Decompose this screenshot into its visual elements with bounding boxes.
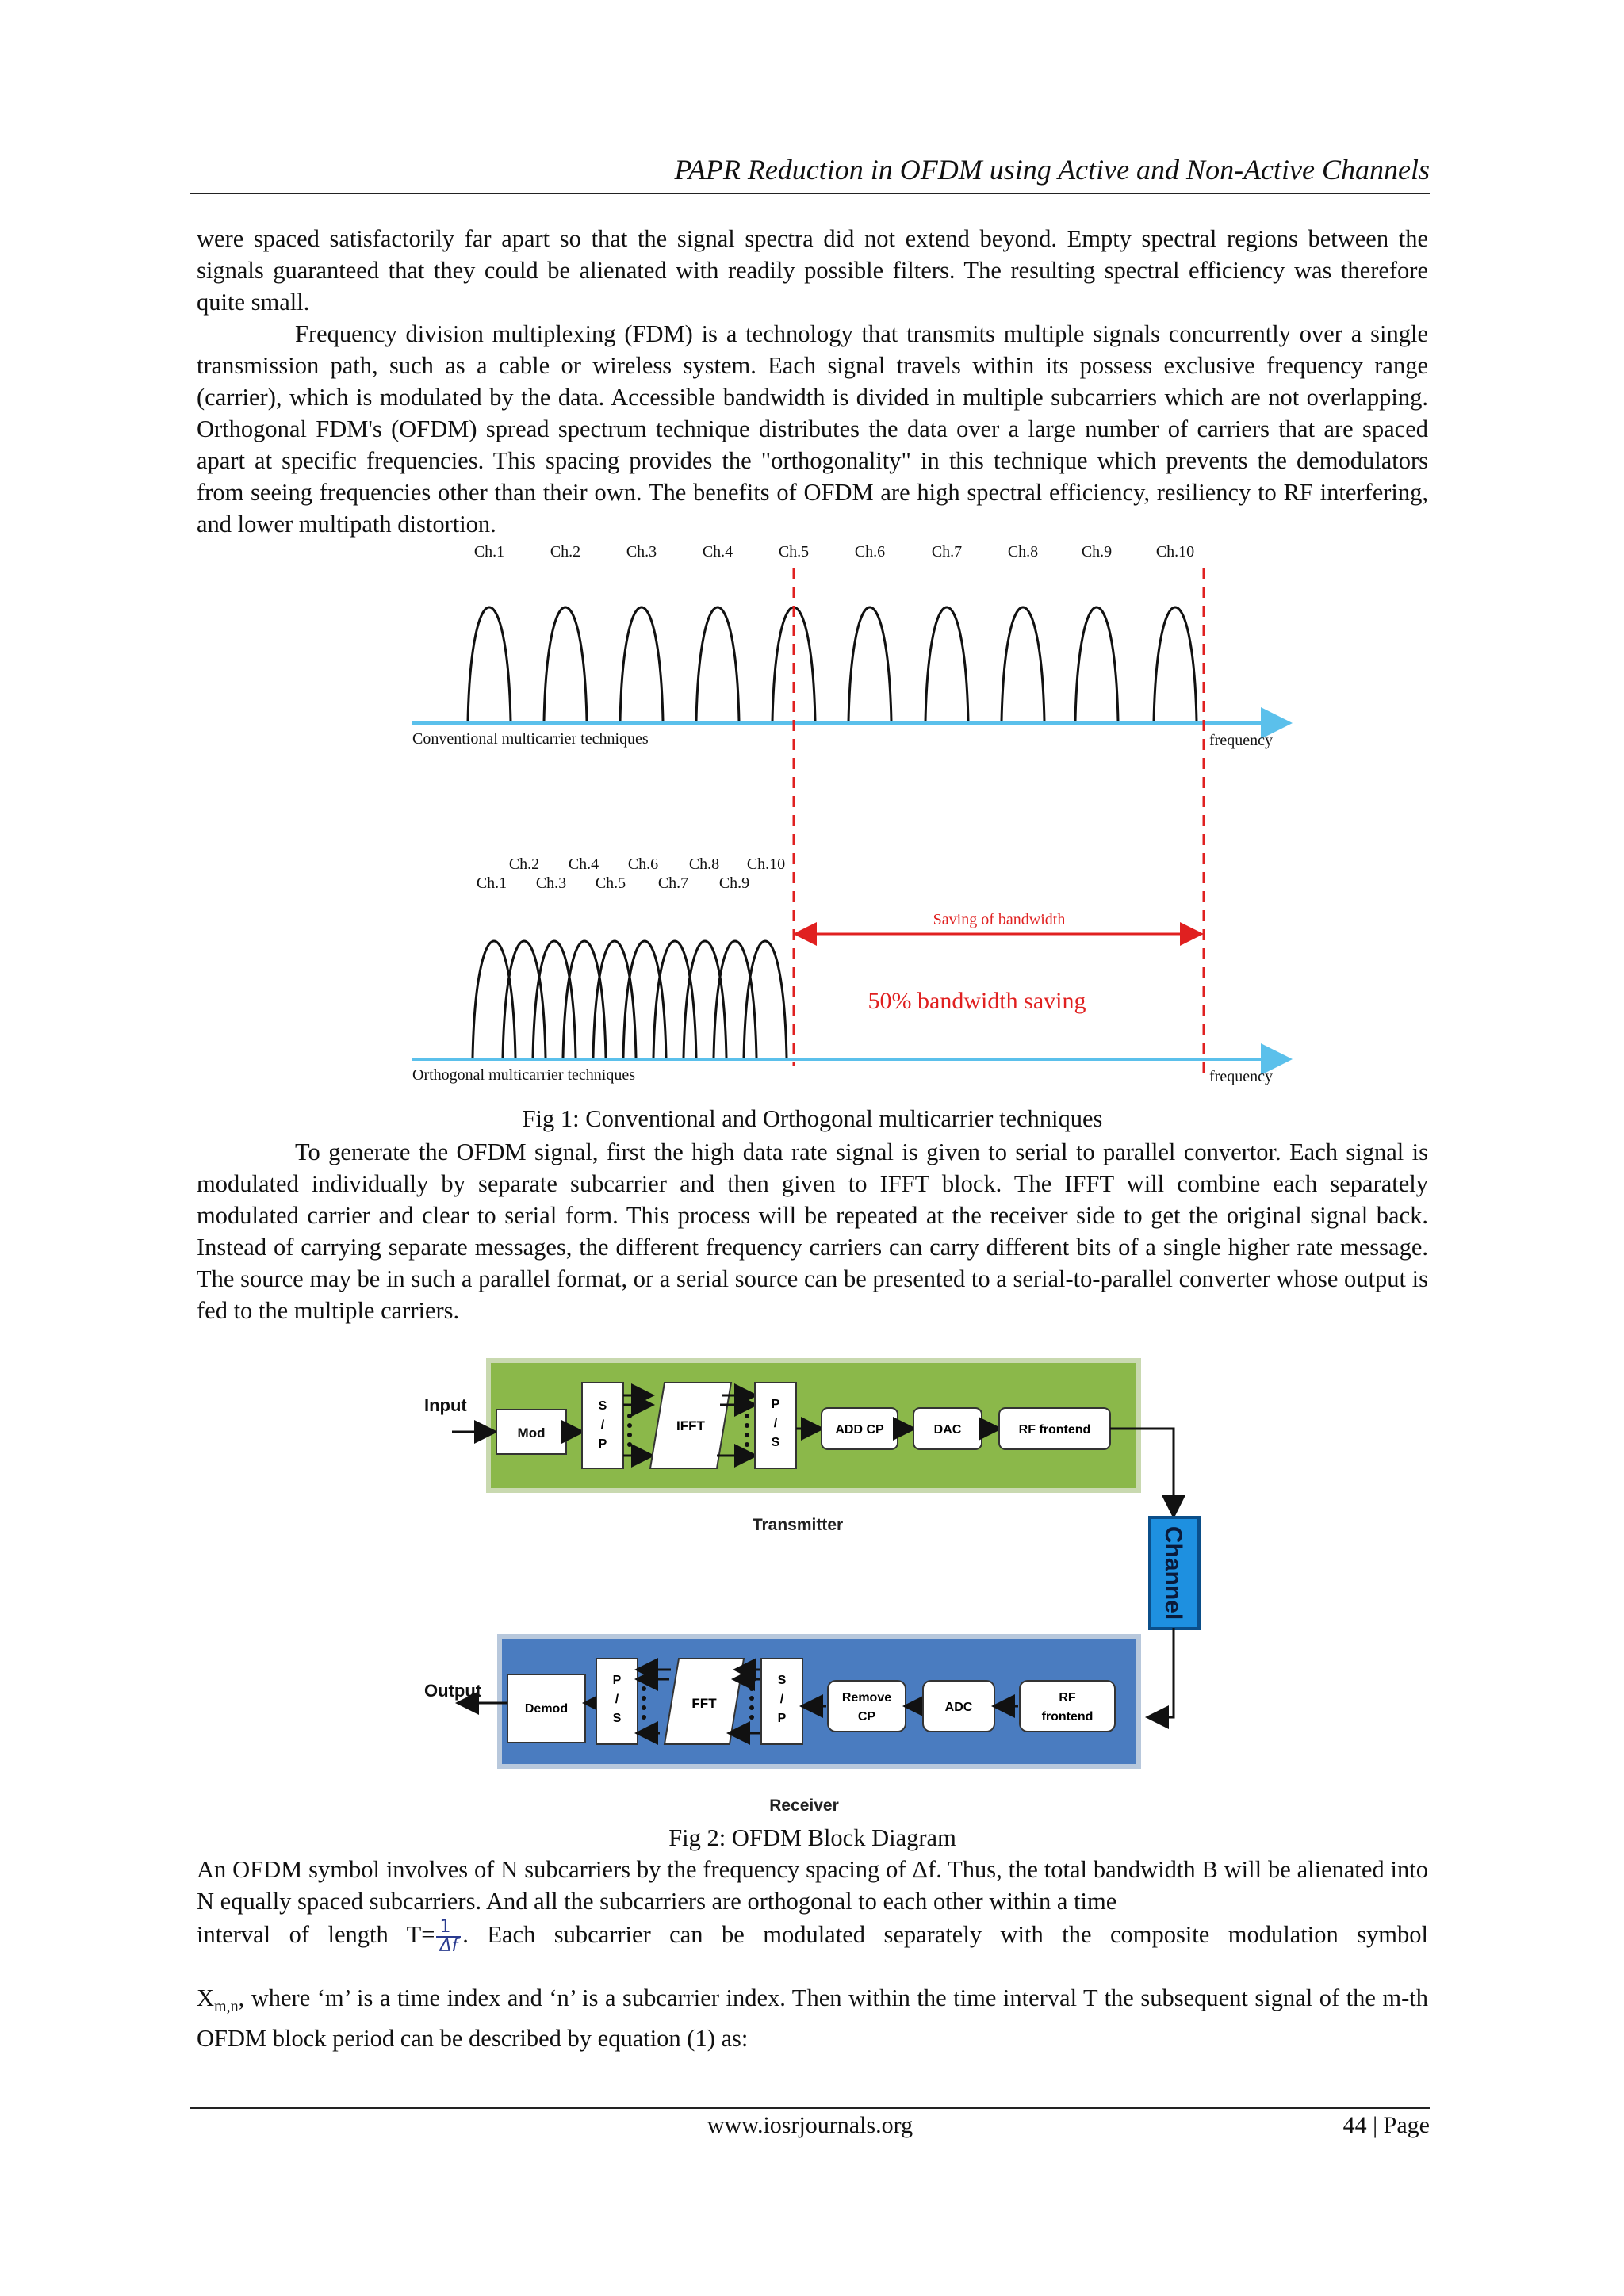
running-header: PAPR Reduction in OFDM using Active and Non-Active Channels <box>674 154 1430 186</box>
carrier-curve <box>533 941 576 1058</box>
fraction-one-over-delta-f: $\frac{1}{\Delta f}$ <box>436 1919 461 1955</box>
svg-text:CP: CP <box>857 1710 876 1724</box>
rf-frontend-rx-block <box>1020 1681 1115 1732</box>
carrier-curve <box>620 607 663 721</box>
carrier-curve <box>473 941 515 1058</box>
svg-text:P: P <box>777 1712 787 1725</box>
carrier-curve <box>714 941 756 1058</box>
frequency-label-top: frequency <box>1209 732 1273 749</box>
svg-text:RF frontend: RF frontend <box>1018 1423 1091 1437</box>
figure-1-caption: Fig 1: Conventional and Orthogonal multicarrier techniques <box>522 1105 1103 1132</box>
svg-text:ADD CP: ADD CP <box>835 1423 884 1437</box>
svg-text:S: S <box>598 1399 607 1413</box>
saving-label: Saving of bandwidth <box>933 911 1066 928</box>
svg-text:/: / <box>600 1418 605 1432</box>
svg-text:/: / <box>779 1693 784 1706</box>
svg-text:P: P <box>612 1674 622 1687</box>
ch-label-bottom: Ch.9 <box>718 874 750 892</box>
ch-label-bottom: Ch.4 <box>568 855 599 873</box>
svg-text:Remove: Remove <box>841 1691 892 1705</box>
figure-1-diagram <box>396 538 1308 1086</box>
ch-label-top: Ch.9 <box>1081 543 1113 561</box>
saving-big-label: 50% bandwidth saving <box>868 988 1086 1014</box>
channel-label: Channel <box>1160 1525 1186 1621</box>
svg-text:frontend: frontend <box>1041 1710 1094 1724</box>
orthogonal-label: Orthogonal multicarrier techniques <box>412 1066 636 1084</box>
ch-label-bottom: Ch.7 <box>657 874 689 892</box>
carrier-curve <box>696 607 739 721</box>
frequency-label-bottom: frequency <box>1209 1068 1273 1085</box>
svg-text:IFFT: IFFT <box>676 1418 705 1433</box>
ch-label-bottom: Ch.6 <box>627 855 659 873</box>
carrier-curve <box>544 607 587 721</box>
carrier-curve <box>468 607 511 721</box>
paragraph-5: interval of length T= $\frac{1}{\Delta f}$ . Each subcarrier can be modulated separately with the composite modulation symbol <box>197 1917 1429 1956</box>
svg-text:Demod: Demod <box>524 1702 569 1716</box>
ch-label-bottom: Ch.2 <box>508 855 540 873</box>
ch-label-bottom: Ch.3 <box>535 874 567 892</box>
carrier-curve <box>1002 607 1044 721</box>
ch-label-bottom: Ch.10 <box>746 855 786 873</box>
carrier-curve <box>684 941 726 1058</box>
receiver-label: Receiver <box>769 1797 839 1815</box>
carrier-curve <box>623 941 666 1058</box>
paragraph-3: To generate the OFDM signal, first the high data rate signal is given to serial to parallel convertor. Each signal is modulated individually by separate subcarrier and then given to IFFT block. The IFFT will combine each separately modulated carrier and clear to serial form. This process will be repeated at the receiver side to get the original signal back. Instead of carrying separate messages, the different frequency carriers can carry different bits of a single higher rate message. The source may be in such a parallel format, or a serial source can be presented to a serial-to-parallel converter whose output is fed to the multiple carriers. <box>197 1138 1428 1324</box>
svg-text:FFT: FFT <box>691 1696 717 1711</box>
svg-text:S: S <box>777 1674 787 1687</box>
svg-text:/: / <box>615 1693 619 1706</box>
paragraph-2: Frequency division multiplexing (FDM) is a technology that transmits multiple signals concurrently over a single transmission path, such as a cable or wireless system. Each signal travels within its possess exclusive frequency range (carrier), which is modulated by the data. Accessible bandwidth is divided in multiple subcarriers which are not overlapping. Orthogonal FDM's (OFDM) spread spectrum technique distributes the data over a large number of carriers that are spaced apart at specific frequencies. This spacing provides the "orthogonality" in this technique which prevents the demodulators from seeing frequencies other than their own. The benefits of OFDM are high spectral efficiency, resiliency to RF interfering, and lower multipath distortion. <box>197 320 1428 538</box>
footer-url: www.iosrjournals.org <box>707 2112 914 2138</box>
carrier-curve <box>848 607 891 721</box>
carrier-curve <box>563 941 606 1058</box>
svg-text:P: P <box>771 1398 780 1411</box>
output-label: Output <box>424 1681 482 1701</box>
svg-text:S: S <box>612 1712 622 1725</box>
carrier-curve <box>653 941 696 1058</box>
ch-label-top: Ch.5 <box>778 543 810 561</box>
carrier-curve <box>925 607 968 721</box>
svg-text:RF: RF <box>1059 1691 1076 1705</box>
svg-text:ADC: ADC <box>944 1701 973 1714</box>
paragraph-1: were spaced satisfactorily far apart so that the signal spectra did not extend beyond. Empty spectral regions between the signals guaranteed that they could be alienated with readily possible filters. The resulting spectral efficiency was therefore quite small. <box>197 225 1428 316</box>
ch-label-top: Ch.8 <box>1007 543 1039 561</box>
svg-text:/: / <box>773 1417 778 1430</box>
conventional-label: Conventional multicarrier techniques <box>412 730 649 748</box>
svg-text:Mod: Mod <box>517 1425 546 1441</box>
figure-2-caption: Fig 2: OFDM Block Diagram <box>668 1824 956 1851</box>
svg-text:S: S <box>771 1436 780 1449</box>
ch-label-top: Ch.7 <box>931 543 963 561</box>
input-label: Input <box>424 1395 467 1415</box>
paragraph-6: $X_{m,n}$, where ‘m’ is a time index and ‘n’ is a subcarrier index. Then within the time interval T the subsequent signal of the m-th OFDM block period can be described by equation (1) as: <box>197 1984 1428 2053</box>
figure-2-diagram <box>412 1348 1269 1823</box>
carrier-curve <box>503 941 546 1058</box>
ch-label-bottom: Ch.1 <box>476 874 508 892</box>
ch-label-bottom: Ch.8 <box>688 855 720 873</box>
svg-text:DAC: DAC <box>933 1423 962 1437</box>
carrier-curve <box>1075 607 1118 721</box>
ch-label-top: Ch.2 <box>550 543 581 561</box>
header-rule <box>190 193 1430 194</box>
carrier-curve <box>744 941 787 1058</box>
transmitter-label: Transmitter <box>752 1516 844 1534</box>
footer-rule <box>190 2107 1430 2109</box>
ch-label-top: Ch.3 <box>626 543 657 561</box>
footer-page-number: 44 | Page <box>1342 2112 1430 2138</box>
ch-label-bottom: Ch.5 <box>595 874 626 892</box>
ch-label-top: Ch.4 <box>702 543 733 561</box>
carrier-curve <box>1154 607 1197 721</box>
carrier-curve <box>593 941 636 1058</box>
svg-text:P: P <box>598 1437 607 1451</box>
remove-cp-block <box>828 1681 906 1732</box>
ch-label-top: Ch.6 <box>854 543 886 561</box>
ch-label-top: Ch.10 <box>1155 543 1195 561</box>
paragraph-4: An OFDM symbol involves of N subcarriers by the frequency spacing of Δf. Thus, the total bandwidth B will be alienated into N equally spaced subcarriers. And all the subcarriers are orthogonal to each other within a time <box>197 1856 1428 1915</box>
ch-label-top: Ch.1 <box>473 543 505 561</box>
